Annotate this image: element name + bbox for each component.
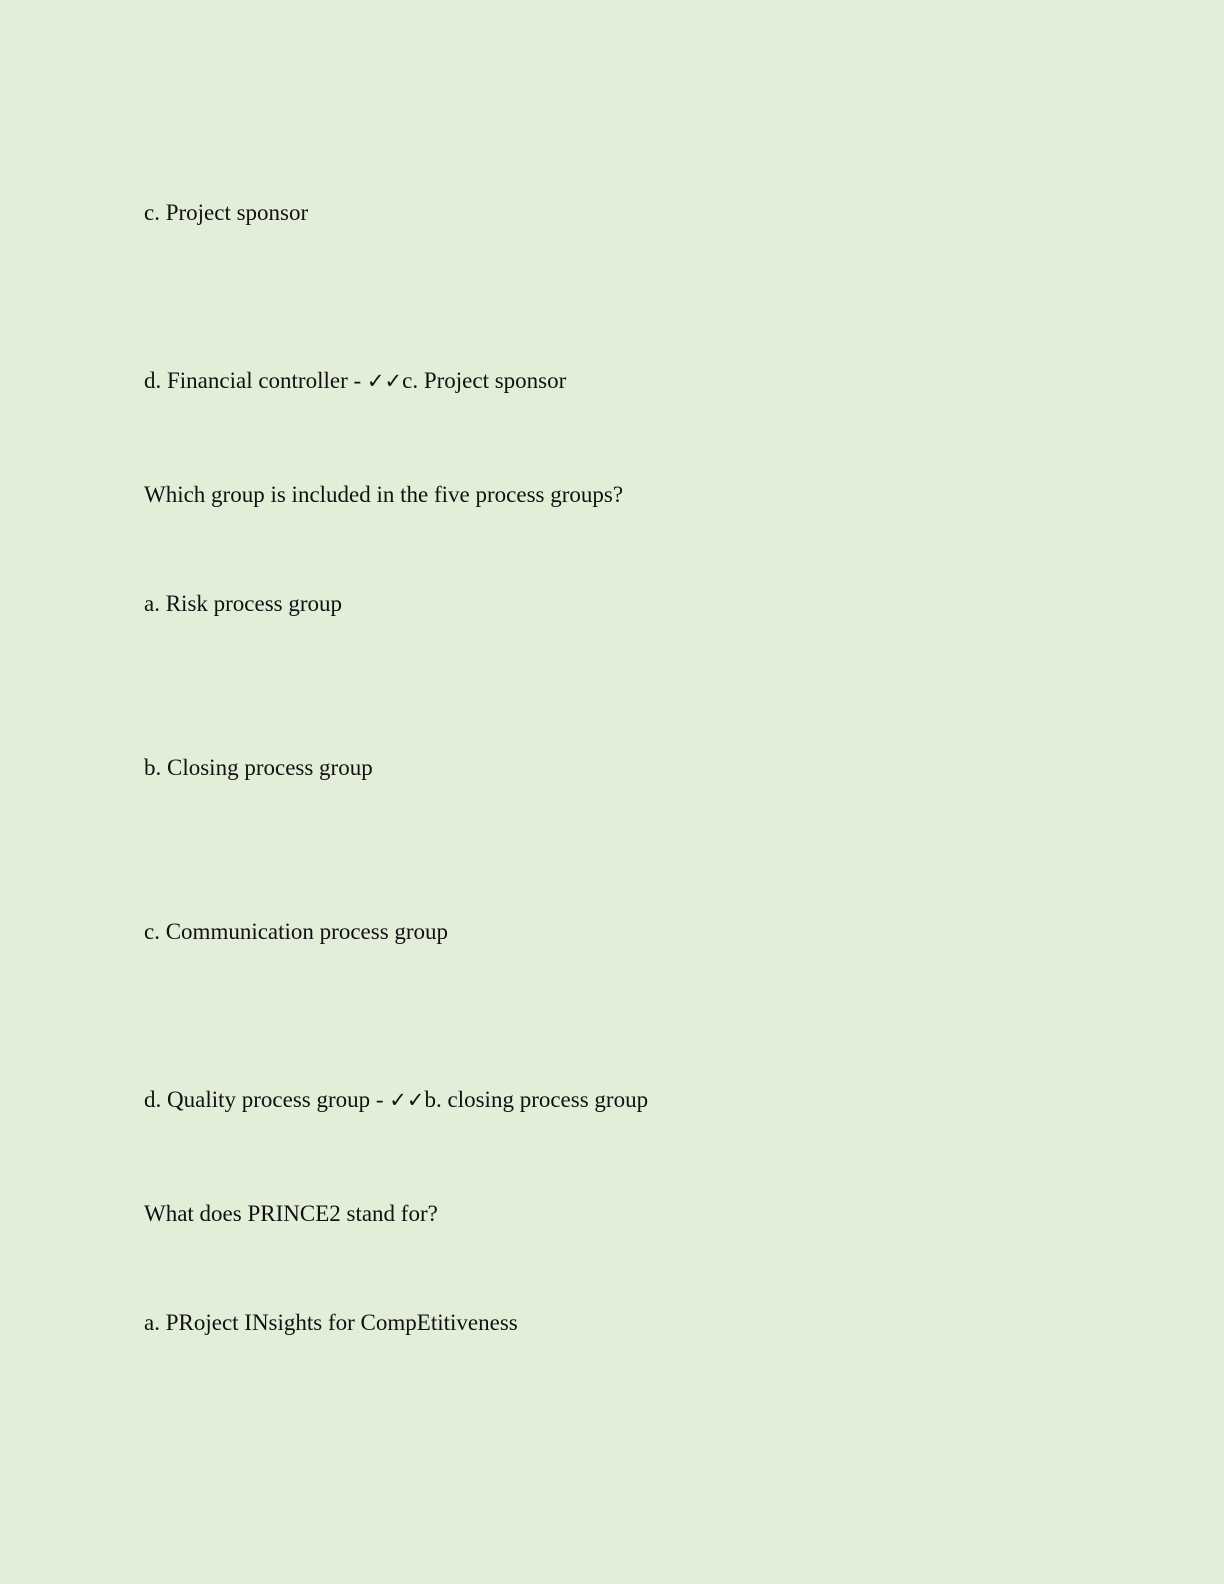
question: Which group is included in the five process groups? xyxy=(144,482,624,507)
option-text: c. Communication process group xyxy=(144,919,449,944)
question-text xyxy=(144,1202,438,1225)
correct-answer: b. closing process group xyxy=(424,1087,649,1112)
option-text: d. Quality process group - xyxy=(144,1087,390,1112)
answer-option xyxy=(144,201,308,224)
correct-answer: c. Project sponsor xyxy=(402,368,567,393)
answer-option xyxy=(144,920,448,943)
option-text: d. Financial controller - xyxy=(144,368,367,393)
answer-option-with-key xyxy=(144,369,566,392)
option-text: a. PRoject INsights for CompEtitiveness xyxy=(144,1310,518,1335)
option-text: b. Closing process group xyxy=(144,755,373,780)
checkmark-icon: ✓✓ xyxy=(366,369,403,393)
answer-option xyxy=(144,1311,518,1334)
answer-option-with-key xyxy=(144,1088,648,1111)
checkmark-icon: ✓✓ xyxy=(389,1088,425,1112)
answer-option xyxy=(144,592,342,615)
question-text xyxy=(144,483,623,506)
question: What does PRINCE2 stand for? xyxy=(144,1201,438,1226)
option-text: c. Project sponsor xyxy=(144,200,309,225)
option-text: a. Risk process group xyxy=(144,591,343,616)
answer-option xyxy=(144,756,373,779)
